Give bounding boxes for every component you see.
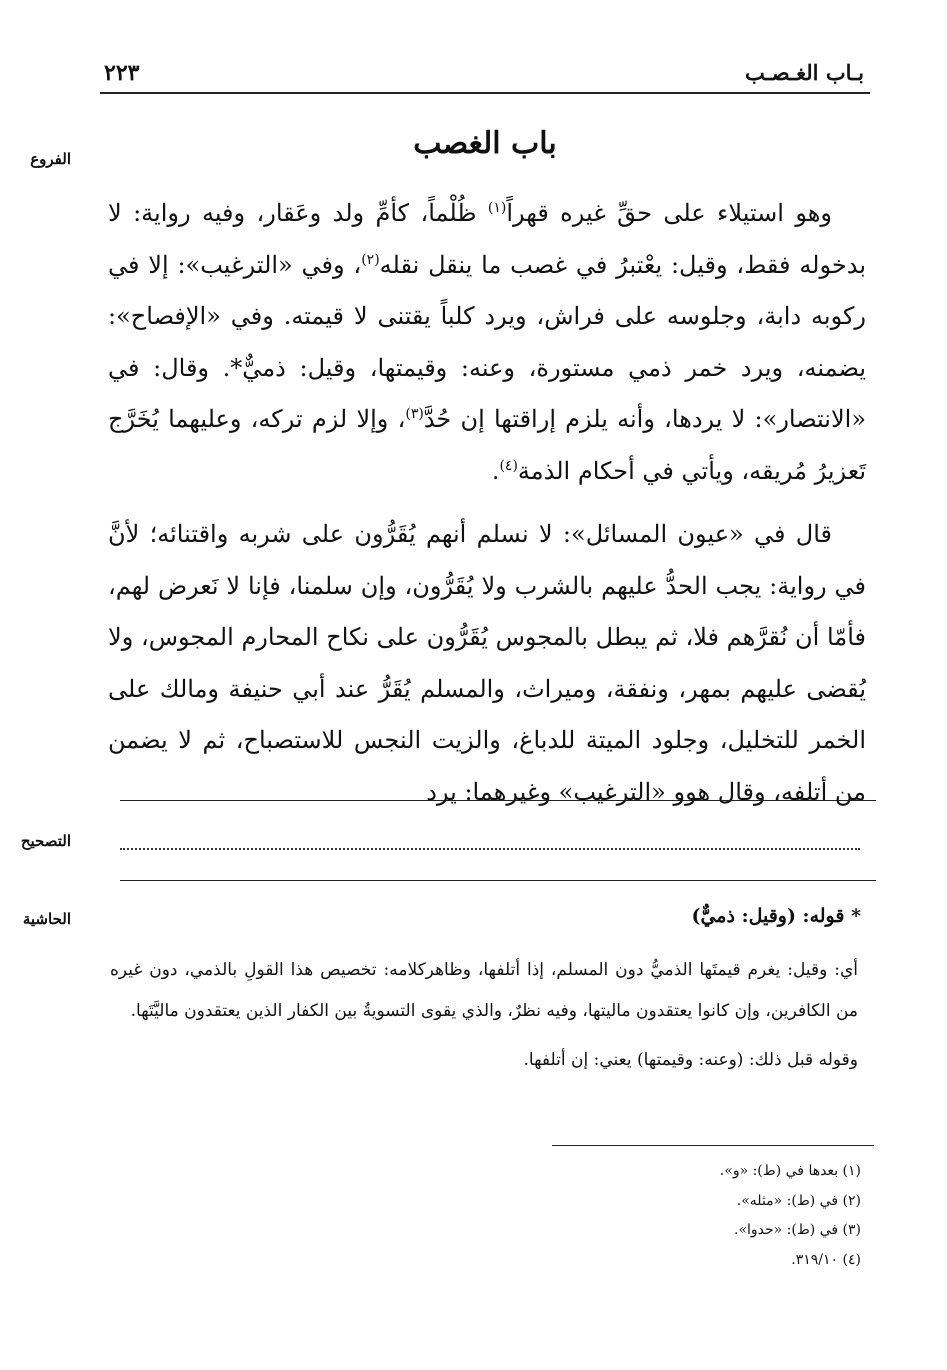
running-title: بـاب الغـصـب: [745, 60, 864, 85]
page-number: ٢٢٣: [104, 60, 140, 86]
footnote-1: (١) بعدها في (ط): «و».: [719, 1163, 861, 1179]
footnotes: [461, 1157, 861, 1275]
footnote-ref-3: (٣): [405, 406, 424, 422]
footnote-ref-2: (٢): [361, 251, 380, 268]
margin-label-hashiya: الحاشية: [22, 910, 71, 928]
divider-top: [120, 800, 876, 801]
main-text: [108, 188, 866, 818]
text-run: ظُلْماً، كأمِّ ولد وعَقار، وفيه رواية: لا بدخوله فقط، وقيل: يعْتبرُ في غصب ما ينقل نقله: [108, 199, 867, 279]
margin-label-tashih: التصحيح: [20, 832, 71, 850]
footnote-divider: [552, 1145, 874, 1146]
footnote-2: (٢) في (ط): «مثله».: [736, 1192, 861, 1209]
main-paragraph-2: قال في «عيون المسائل»: لا نسلم أنهم يُقَرُّون على شربه واقتنائه؛ لأنَّ في رواية: يجب الحدُّ عليهم بالشرب ولا يُقَرُّون، وإن سلمنا، فإنا لا نَعرض لهم، فأمّا أن نُقرَّهم فلا، ثم يبطل بالمجوس يُقَرُّون على نكاح المحارم المجوس، ولا يُقضى عليهم بمهر، ونفقة، وميراث، والمسلم يُقَرُّ عند أبي حنيفة ومالك على الخمر للتخليل، وجلود الميتة للدباغ، والزيت النجس للاستصباح، ثم لا يضمن من أتلفه، وقال هوو «الترغيب» وغيرهما: يرد: [108, 520, 866, 806]
text-run: ، وفي «الترغيب»: إلا في ركوبه دابة، وجلوسه على فراش، ويرد كلباً يقتنى لا قيمته. وفي «الإفصاح»: يضمنه، ويرد خمر ذمي مستورة، وعنه: وقيمتها، وقيل: ذميٌّ*. وقال: في «الانتصار»: لا يردها، وأنه يلزم إراقتها إن حُدَّ: [108, 250, 866, 433]
text-run: ، وإلا لزم تركه، وعليهما يُخَرَّج تَعزيرُ مُريقه، ويأتي في أحكام الذمة: [108, 405, 866, 485]
section-title: باب الغصب: [413, 126, 557, 161]
footnote-ref-1: (١): [487, 200, 507, 216]
running-header: [100, 60, 870, 94]
text-run: .: [491, 456, 500, 485]
hashiya-text: [110, 950, 858, 1081]
text-run: وهو استيلاء على حقِّ غيره قهراً: [506, 199, 832, 227]
margin-label-furu: الفروع: [30, 150, 71, 168]
footnote-4: (٤) ٣١٩/١٠.: [791, 1251, 861, 1268]
footnote-ref-4: (٤): [499, 457, 518, 474]
hashiya-paragraph-1: أي: وقيل: يغرم قيمتَها الذميُّ دون المسلم، إذا أتلفها، وظاهركلامه: تخصيص هذا القولِ بالذمي، دون غيره من الكافرين، وإن كانوا يعتقدون ماليتها، وفيه نظرٌ، والذي يقوى التسويةُ بين الكفار الذين يعتقدون ماليَّتَها.: [110, 960, 858, 1021]
footnote-3: (٣) في (ط): «حدوا».: [734, 1222, 861, 1238]
hashiya-heading: * قوله: (وقيل: ذميٌّ): [691, 905, 861, 927]
divider-bottom: [120, 880, 876, 881]
tashih-dotted-line: [120, 848, 860, 850]
hashiya-paragraph-2: وقوله قبل ذلك: (وعنه: وقيمتها) يعني: إن أتلفها.: [523, 1050, 858, 1070]
main-paragraph-1: [108, 188, 866, 497]
